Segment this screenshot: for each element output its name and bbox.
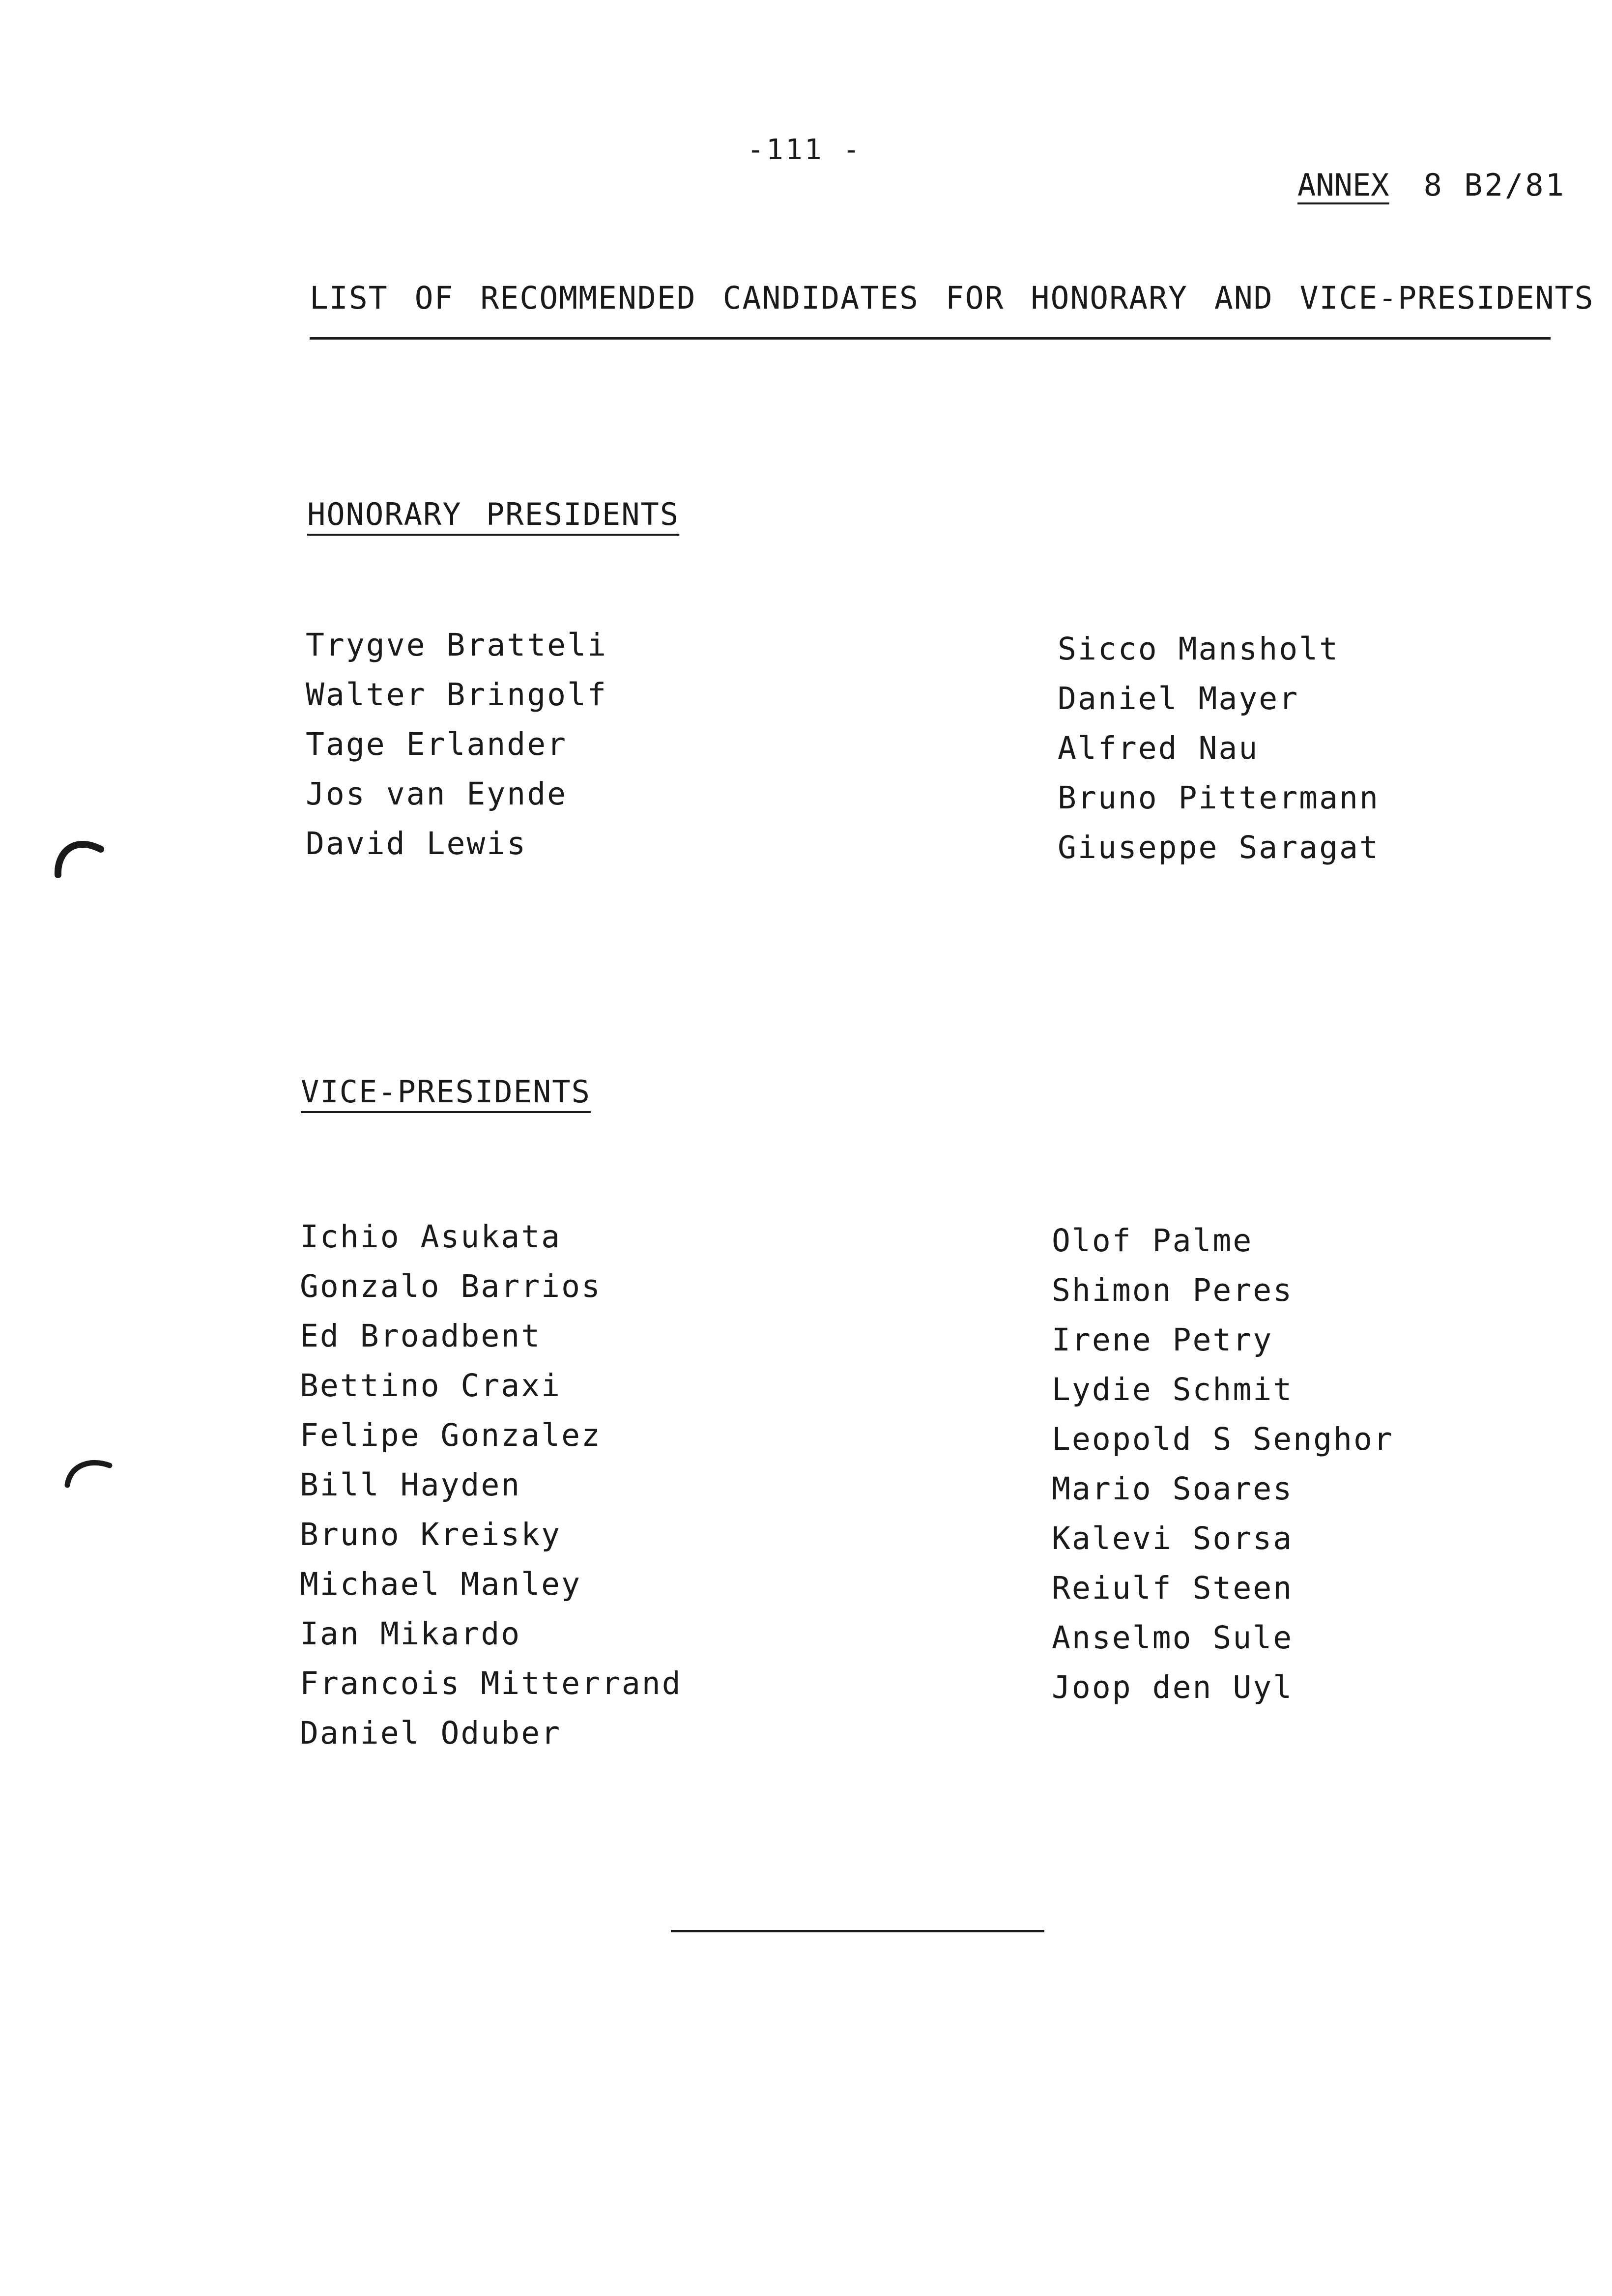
list-item: Mario Soares [1052,1471,1294,1507]
list-item: Gonzalo Barrios [300,1268,602,1304]
page-number: -111 - [747,133,862,166]
honorary-presidents-heading: HONORARY PRESIDENTS [307,496,680,532]
honorary-right-column [1058,624,1380,872]
vice-left-column [300,1212,682,1758]
list-item: Anselmo Sule [1052,1620,1294,1656]
list-item: Irene Petry [1052,1322,1273,1358]
annex-label: ANNEX [1297,167,1389,203]
list-item: Sicco Mansholt [1058,631,1340,667]
list-item: Daniel Oduber [300,1715,562,1751]
list-item: Giuseppe Saragat [1058,830,1380,865]
list-item: Ichio Asukata [300,1219,562,1255]
list-item: Daniel Mayer [1058,681,1299,717]
closing-rule [671,1930,1044,1932]
title-underline [310,337,1551,340]
list-item: Shimon Peres [1052,1272,1294,1308]
list-item: Lydie Schmit [1052,1372,1294,1407]
list-item: Alfred Nau [1058,730,1259,766]
list-item: Bettino Craxi [300,1368,562,1404]
list-item: Ian Mikardo [300,1616,521,1652]
list-item: Ed Broadbent [300,1318,542,1354]
list-item: Reiulf Steen [1052,1570,1294,1606]
list-item: Joop den Uyl [1052,1669,1294,1705]
list-item: Bill Hayden [300,1467,521,1503]
honorary-left-column [306,620,607,868]
list-item: Kalevi Sorsa [1052,1521,1294,1556]
list-item: Walter Bringolf [306,677,607,713]
punch-hole-mark-top [49,826,108,885]
list-item: Jos van Eynde [306,776,568,812]
document-title: LIST OF RECOMMENDED CANDIDATES FOR HONORARY AND VICE-PRESIDENTS [310,280,1594,316]
vice-right-column [1052,1216,1394,1712]
list-item: Michael Manley [300,1566,582,1602]
vice-presidents-heading: VICE-PRESIDENTS [301,1074,591,1110]
list-item: Tage Erlander [306,726,568,762]
list-item: David Lewis [306,826,527,861]
annex-code: 8 B2/81 [1423,167,1566,203]
punch-hole-mark-bottom [61,1450,115,1494]
list-item: Bruno Pittermann [1058,780,1380,816]
list-item: Olof Palme [1052,1223,1253,1259]
list-item: Trygve Bratteli [306,627,607,663]
list-item: Bruno Kreisky [300,1517,562,1552]
annex-reference [1297,167,1566,203]
list-item: Felipe Gonzalez [300,1417,602,1453]
list-item: Francois Mitterrand [300,1665,682,1701]
list-item: Leopold S Senghor [1052,1421,1394,1457]
